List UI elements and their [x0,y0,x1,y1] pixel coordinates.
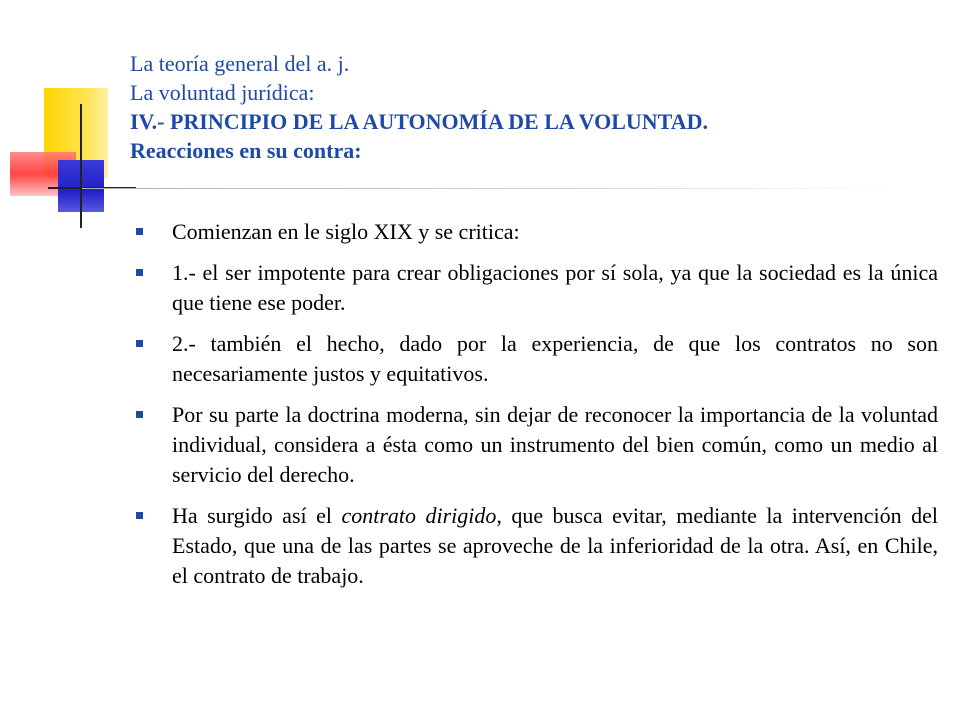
bullet-item [136,501,938,591]
bullet-text-after: que busca evitar, mediante la intervención del Estado, que una de las partes se aproveche de la inferioridad de la otra. Así, en Chile, el contrato de trabajo. [172,503,939,588]
slide-title [130,49,910,165]
bullet-item [136,400,938,490]
bullet-text: Comienzan en le siglo XIX y se critica: [172,219,520,244]
bullet-list [136,217,938,602]
bullet-square-icon [136,340,143,347]
bullet-text-before: Ha surgido así el [172,503,342,528]
bullet-text-italic: contrato dirigido, [341,503,502,528]
title-line-1: La teoría general del a. j. [130,51,350,76]
bullet-square-icon [136,411,143,418]
bullet-square-icon [136,269,143,276]
bullet-text: 1.- el ser impotente para crear obligaciones por sí sola, ya que la sociedad es la única que tiene ese poder. [172,260,938,315]
bullet-item [136,217,938,247]
bullet-square-icon [136,228,143,235]
bullet-square-icon [136,512,143,519]
bullet-item [136,258,938,318]
title-line-2: La voluntad jurídica: [130,80,315,105]
title-divider [82,188,902,189]
bullet-text: 2.- también el hecho, dado por la experiencia, de que los contratos no son necesariamente justos y equitativos. [172,331,938,386]
title-line-3: IV.- PRINCIPIO DE LA AUTONOMÍA DE LA VOLUNTAD. [130,109,708,134]
title-line-4: Reacciones en su contra: [130,138,362,163]
logo-vertical-line [80,104,82,228]
bullet-item [136,329,938,389]
bullet-text: Por su parte la doctrina moderna, sin dejar de reconocer la importancia de la voluntad individual, considera a ésta como un instrumento del bien común, como un medio al servicio del derecho. [172,402,938,487]
